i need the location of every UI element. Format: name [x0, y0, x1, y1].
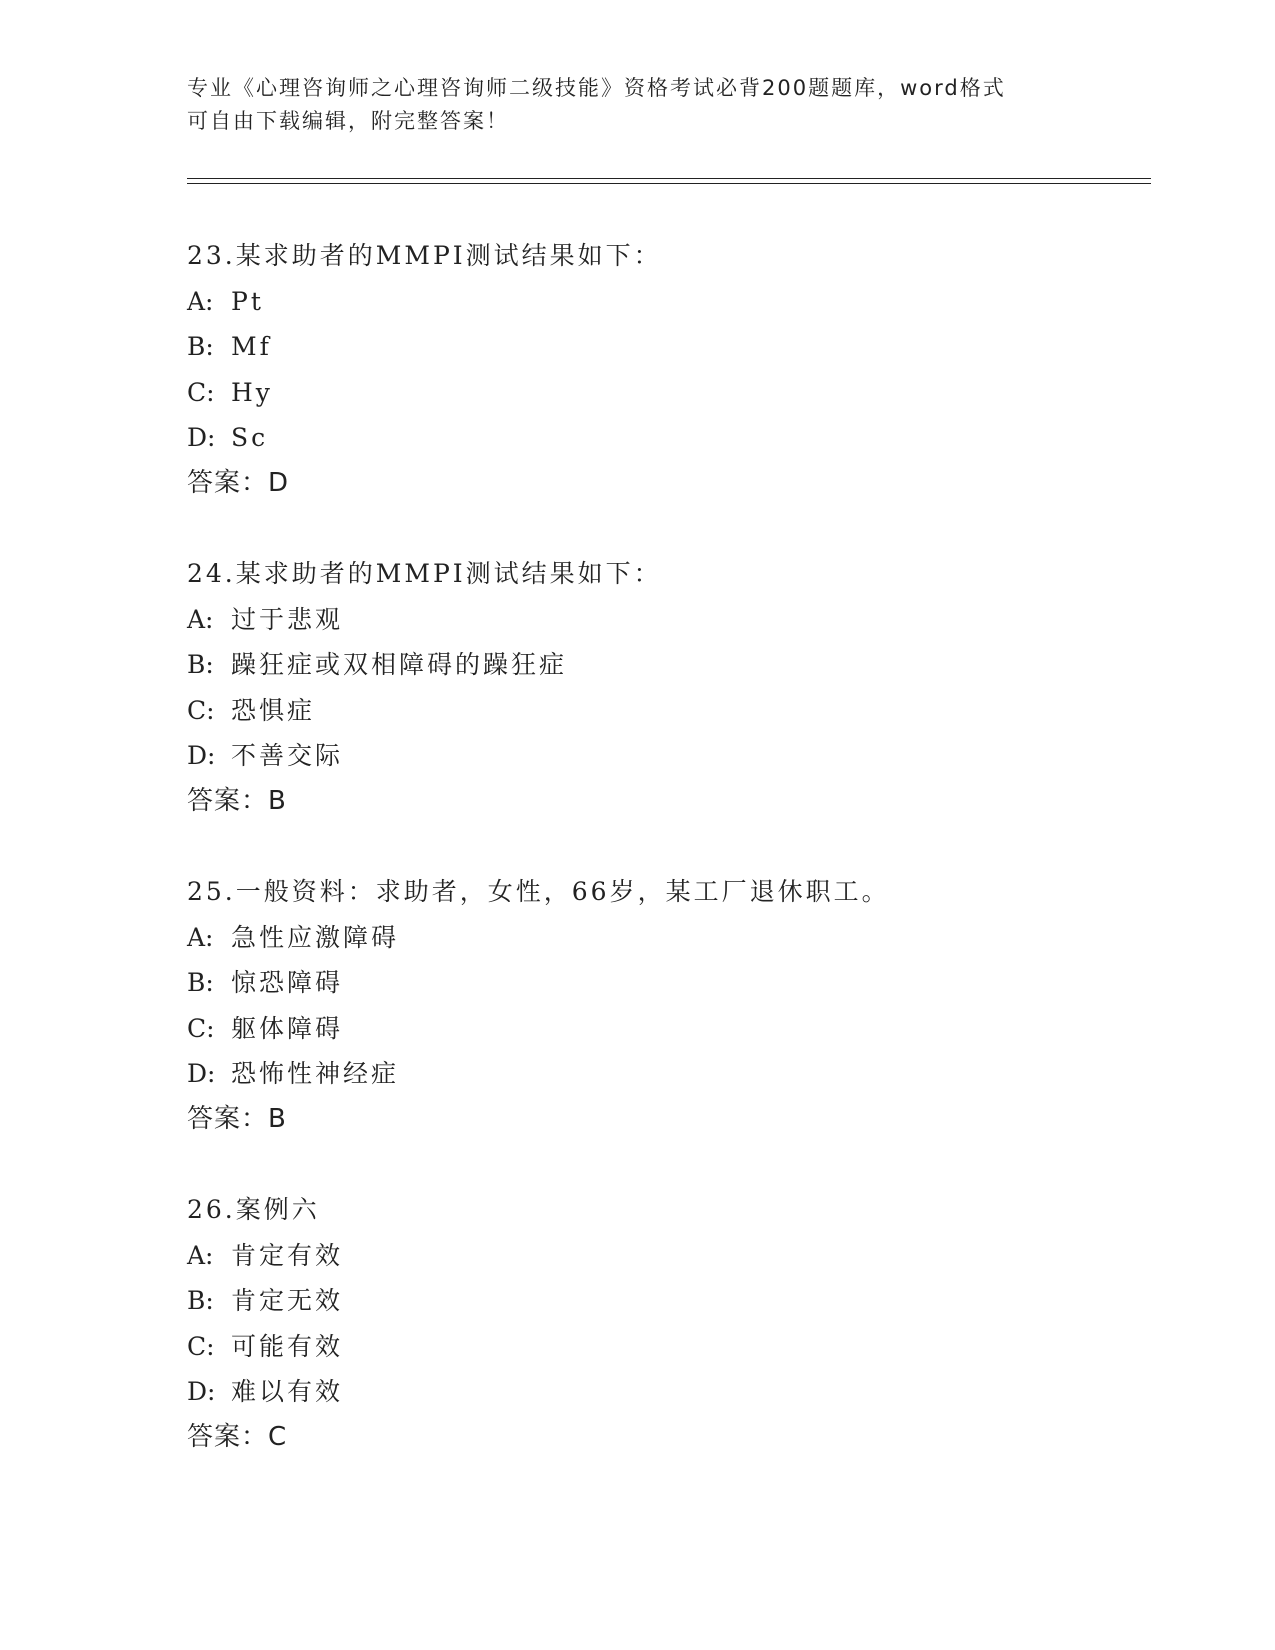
answer-line: [187, 461, 1087, 507]
option-text: Sc: [231, 423, 269, 452]
option-text: Mf: [231, 332, 272, 361]
option-letter: A:: [187, 1240, 214, 1270]
option-text: 急性应激障碍: [231, 922, 400, 952]
option-text: 躁狂症或双相障碍的躁狂症: [231, 650, 568, 679]
option-letter: B:: [187, 332, 214, 361]
option-letter: B:: [187, 650, 214, 679]
option-letter: B:: [187, 1286, 214, 1315]
option-text: Pt: [231, 286, 264, 316]
option-a: [187, 915, 1087, 961]
option-a: [187, 1233, 1087, 1279]
answer-label: 答案：: [187, 785, 269, 816]
answer-label: 答案：: [187, 1421, 269, 1452]
option-letter: C:: [187, 377, 215, 407]
option-d: [187, 415, 1087, 461]
answer-label: 答案：: [187, 467, 269, 498]
answer-label: 答案：: [187, 1103, 269, 1134]
answer-value: D: [268, 467, 290, 498]
option-letter: D:: [187, 1059, 216, 1088]
question-stem: 23.某求助者的MMPI测试结果如下：: [187, 241, 662, 270]
question-block: [187, 233, 1087, 506]
option-letter: A:: [187, 286, 214, 316]
option-text: 可能有效: [231, 1331, 344, 1361]
option-d: [187, 1051, 1087, 1097]
answer-value: B: [268, 1103, 287, 1134]
option-letter: A:: [187, 604, 214, 634]
question-block: [187, 1187, 1087, 1460]
option-letter: C:: [187, 1013, 215, 1043]
header-divider-bottom: [187, 183, 1151, 184]
option-text: 不善交际: [231, 741, 344, 770]
option-b: [187, 324, 1087, 370]
option-letter: B:: [187, 968, 214, 997]
question-stem: 26.案例六: [187, 1195, 320, 1224]
option-a: [187, 279, 1087, 325]
option-a: [187, 597, 1087, 643]
option-text: 躯体障碍: [231, 1013, 344, 1043]
answer-line: [187, 779, 1087, 825]
option-letter: C:: [187, 1331, 215, 1361]
option-c: [187, 1006, 1087, 1052]
option-letter: D:: [187, 741, 216, 770]
question-block: [187, 869, 1087, 1142]
option-d: [187, 733, 1087, 779]
question-block: [187, 551, 1087, 824]
option-letter: D:: [187, 423, 216, 452]
question-stem: 24.某求助者的MMPI测试结果如下：: [187, 559, 662, 588]
option-d: [187, 1369, 1087, 1415]
option-text: 肯定无效: [231, 1286, 344, 1315]
option-letter: D:: [187, 1377, 216, 1406]
option-b: [187, 960, 1087, 1006]
option-c: [187, 370, 1087, 416]
option-text: 惊恐障碍: [231, 968, 344, 997]
answer-line: [187, 1097, 1087, 1143]
option-letter: C:: [187, 695, 215, 725]
option-b: [187, 1278, 1087, 1324]
document-header: [187, 72, 1067, 138]
header-line-2: 可自由下载编辑，附完整答案！: [187, 109, 509, 133]
option-b: [187, 642, 1087, 688]
option-letter: A:: [187, 922, 214, 952]
option-c: [187, 688, 1087, 734]
header-divider-top: [187, 178, 1151, 179]
option-text: 恐惧症: [231, 695, 316, 725]
option-text: 肯定有效: [231, 1240, 344, 1270]
header-line-1: 专业《心理咨询师之心理咨询师二级技能》资格考试必背200题题库，word格式: [187, 76, 1006, 100]
answer-value: B: [268, 785, 287, 816]
option-text: 难以有效: [231, 1377, 344, 1406]
option-text: 恐怖性神经症: [231, 1059, 400, 1088]
answer-line: [187, 1415, 1087, 1461]
option-text: 过于悲观: [231, 604, 344, 634]
question-stem: 25.一般资料：求助者，女性，66岁，某工厂退休职工。: [187, 877, 890, 906]
option-c: [187, 1324, 1087, 1370]
option-text: Hy: [231, 377, 273, 407]
answer-value: C: [268, 1421, 288, 1452]
